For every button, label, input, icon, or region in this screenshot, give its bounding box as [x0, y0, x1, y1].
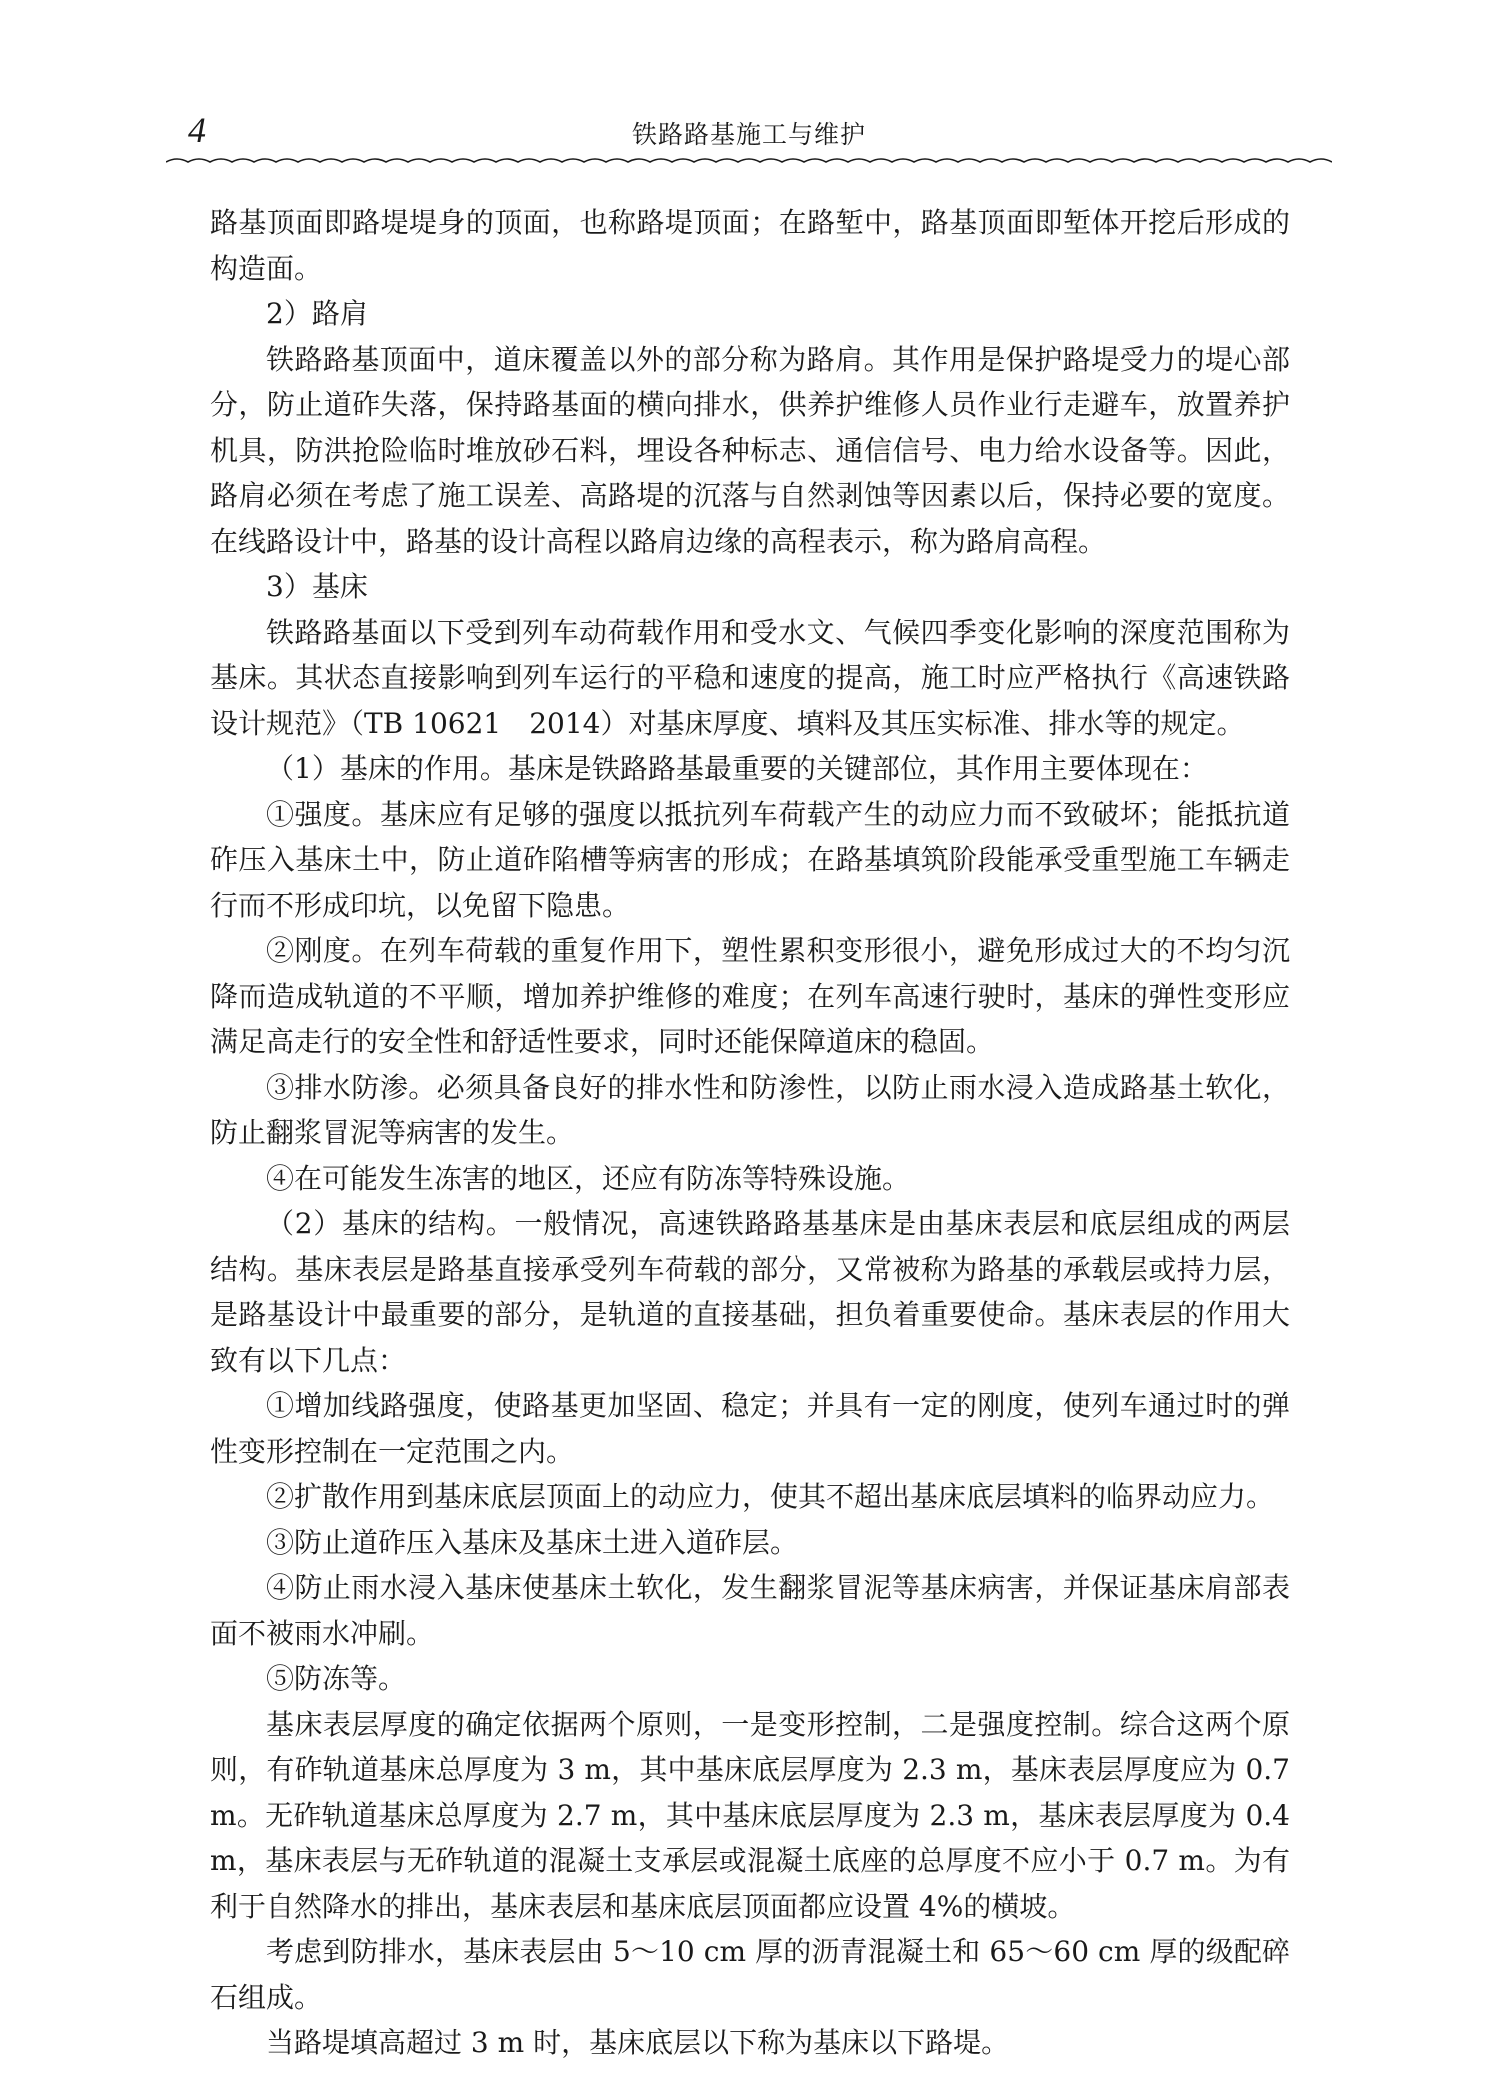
heading-bed: 3）基床	[266, 570, 368, 603]
paragraph-thickness: 基床表层厚度的确定依据两个原则，一是变形控制，二是强度控制。综合这两个原则，有砟轨道基床总厚度为 3 m，其中基床底层厚度为 2.3 m，基床表层厚度应为 0.7 m。无砟轨道基床总厚度为 2.7 m，其中基床底层厚度为 2.3 m，基床表层厚度为 0.4 m，基床表层与无砟轨道的混凝土支承层或混凝土底座的总厚度不应小于 0.7 m。为有利于自然降水的排出，基床表层和基床底层顶面都应设置 4%的横坡。	[210, 1707, 1290, 1923]
paragraph-list-2: ②扩散作用到基床底层顶面上的动应力，使其不超出基床底层填料的临界动应力。	[266, 1480, 1275, 1513]
paragraph-bed-definition: 铁路路基面以下受到列车动荷载作用和受水文、气候四季变化影响的深度范围称为基床。其状态直接影响到列车运行的平稳和速度的提高，施工时应严格执行《高速铁路设计规范》（TB 10621 2014）对基床厚度、填料及其压实标准、排水等的规定。	[210, 615, 1290, 740]
paragraph-stiffness: ②刚度。在列车荷载的重复作用下，塑性累积变形很小，避免形成过大的不均匀沉降而造成轨道的不平顺，增加养护维修的难度；在列车高速行驶时，基床的弹性变形应满足高走行的安全性和舒适性要求，同时还能保障道床的稳固。	[210, 934, 1290, 1058]
paragraph-embankment: 当路堤填高超过 3 m 时，基床底层以下称为基床以下路堤。	[266, 2026, 1010, 2059]
paragraph-list-4: ④防止雨水浸入基床使基床土软化，发生翻浆冒泥等基床病害，并保证基床肩部表面不被雨水冲刷。	[210, 1571, 1290, 1650]
paragraph-list-5: ⑤防冻等。	[266, 1662, 407, 1695]
paragraph-list-1: ①增加线路强度，使路基更加坚固、稳定；并具有一定的刚度，使列车通过时的弹性变形控制在一定范围之内。	[210, 1389, 1290, 1468]
heading-shoulder: 2）路肩	[266, 297, 368, 330]
paragraph-subgrade-top: 路基顶面即路堤堤身的顶面，也称路堤顶面；在路堑中，路基顶面即堑体开挖后形成的构造面。	[210, 206, 1290, 285]
paragraph-shoulder: 铁路路基顶面中，道床覆盖以外的部分称为路肩。其作用是保护路堤受力的堤心部分，防止道砟失落，保持路基面的横向排水，供养护维修人员作业行走避车，放置养护机具，防洪抢险临时堆放砂石料，埋设各种标志、通信信号、电力给水设备等。因此，路肩必须在考虑了施工误差、高路堤的沉落与自然剥蚀等因素以后，保持必要的宽度。在线路设计中，路基的设计高程以路肩边缘的高程表示，称为路肩高程。	[210, 342, 1290, 558]
paragraph-drainage: ③排水防渗。必须具备良好的排水性和防渗性，以防止雨水浸入造成路基土软化，防止翻浆冒泥等病害的发生。	[210, 1070, 1290, 1149]
paragraph-drainage-layer: 考虑到防排水，基床表层由 5～10 cm 厚的沥青混凝土和 65～60 cm 厚的级配碎石组成。	[210, 1935, 1290, 2014]
wavy-rule-decoration	[166, 152, 1332, 172]
paragraph-list-3: ③防止道砟压入基床及基床土进入道砟层。	[266, 1525, 799, 1559]
paragraph-bed-structure: （2）基床的结构。一般情况，高速铁路路基基床是由基床表层和底层组成的两层结构。基床表层是路基直接承受列车荷载的部分，又常被称为路基的承载层或持力层，是路基设计中最重要的部分，是轨道的直接基础，担负着重要使命。基床表层的作用大致有以下几点：	[210, 1207, 1290, 1377]
paragraph-bed-function-intro: （1）基床的作用。基床是铁路路基最重要的关键部位，其作用主要体现在：	[266, 752, 1208, 785]
page-number: 4	[188, 110, 206, 150]
body-text	[210, 200, 1290, 2066]
paragraph-strength: ①强度。基床应有足够的强度以抵抗列车荷载产生的动应力而不致破坏；能抵抗道砟压入基床土中，防止道砟陷槽等病害的形成；在路基填筑阶段能承受重型施工车辆走行而不形成印坑，以免留下隐患。	[210, 797, 1290, 922]
running-title: 铁路路基施工与维护	[631, 120, 866, 149]
paragraph-frost: ④在可能发生冻害的地区，还应有防冻等特殊设施。	[266, 1161, 911, 1195]
